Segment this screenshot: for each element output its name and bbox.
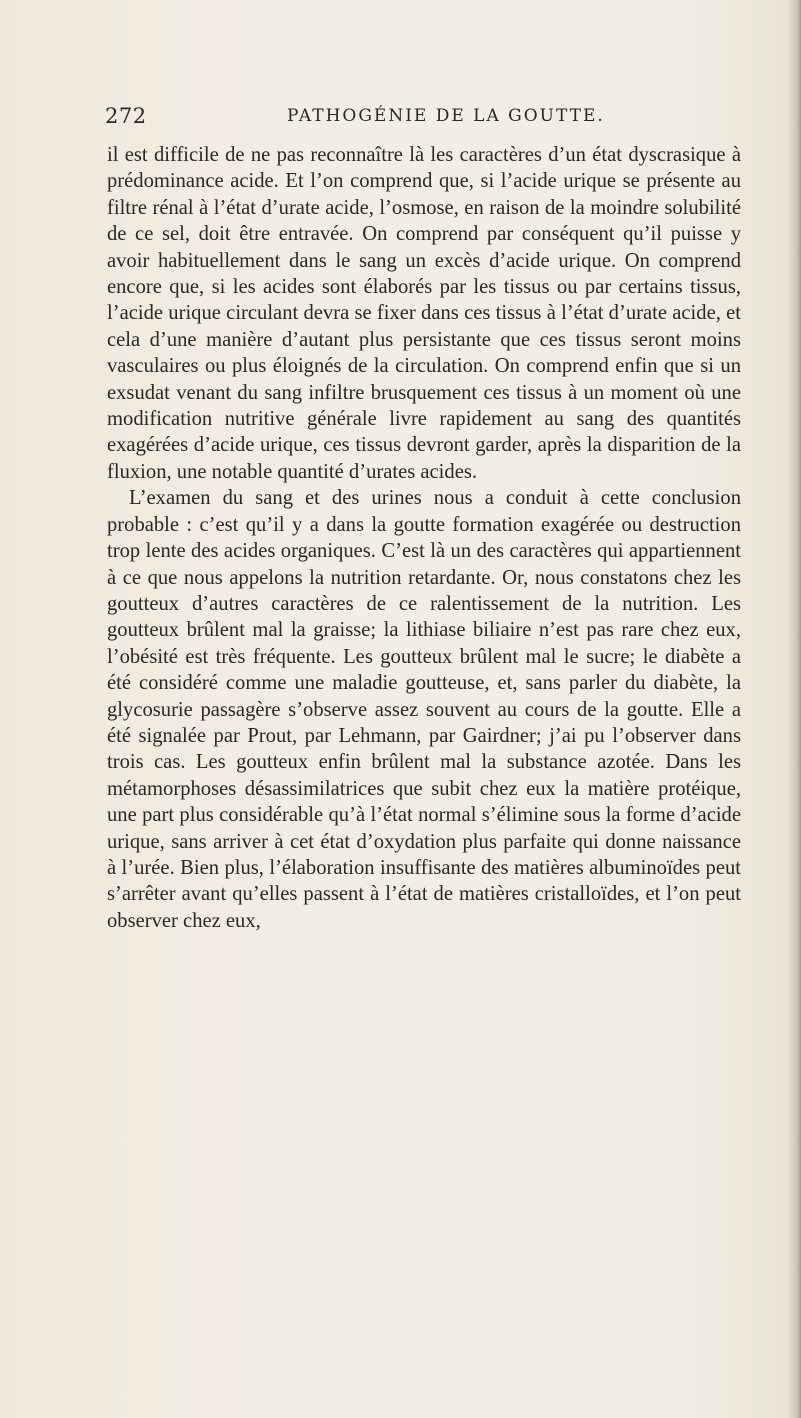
page-edge-shadow xyxy=(787,0,801,1418)
paragraph-2: L’examen du sang et des urines nous a conduit à cette conclusion probable : c’est qu’il y a dans la goutte formation exagérée ou destruction trop lente des acides organiques. C’est là un des caractères qui appartiennent à ce que nous appelons la nutrition retardante. Or, nous constatons chez les goutteux d’autres caractères de ce ralentissement de la nutrition. Les goutteux brûlent mal la graisse; la lithiase biliaire n’est pas rare chez eux, l’obésité est très fréquente. Les goutteux brûlent mal le sucre; le diabète a été considéré comme une maladie goutteuse, et, sans parler du diabète, la glycosurie passagère s’observe assez souvent au cours de la goutte. Elle a été signalée par Prout, par Lehmann, par Gairdner; j’ai pu l’observer dans trois cas. Les goutteux enfin brûlent mal la substance azotée. Dans les métamorphoses désassimilatrices que subit chez eux la matière protéique, une part plus considérable qu’à l’état normal s’élimine sous la forme d’acide urique, sans arriver à cet état d’oxydation plus parfaite qui donne naissance à l’urée. Bien plus, l’élaboration insuffisante des matières albuminoïdes peut s’arrêter avant qu’elles passent à l’état de matières cristalloïdes, et l’on peut observer chez eux, xyxy=(107,487,741,932)
page-number: 272 xyxy=(105,104,147,128)
body-text xyxy=(107,142,741,934)
running-head: PATHOGÉNIE DE LA GOUTTE. xyxy=(287,106,605,126)
paragraph-1: il est difficile de ne pas reconnaître là les caractères d’un état dyscrasique à prédominance acide. Et l’on comprend que, si l’acide urique se présente au filtre rénal à l’état d’urate acide, l’osmose, en raison de la moindre solubilité de ce sel, doit être entravée. On comprend par conséquent qu’il puisse y avoir habituellement dans le sang un excès d’acide urique. On comprend encore que, si les acides sont élaborés par les tissus ou par certains tissus, l’acide urique circulant devra se fixer dans ces tissus à l’état d’urate acide, et cela d’une manière d’autant plus persistante que ces tissus seront moins vasculaires ou plus éloignés de la circulation. On comprend enfin que si un exsudat venant du sang infiltre brusquement ces tissus à un moment où une modification nutritive générale livre rapidement au sang des quantités exagérées d’acide urique, ces tissus devront garder, après la disparition de la fluxion, une notable quantité d’urates acides. xyxy=(107,144,741,483)
page-header xyxy=(105,100,745,132)
